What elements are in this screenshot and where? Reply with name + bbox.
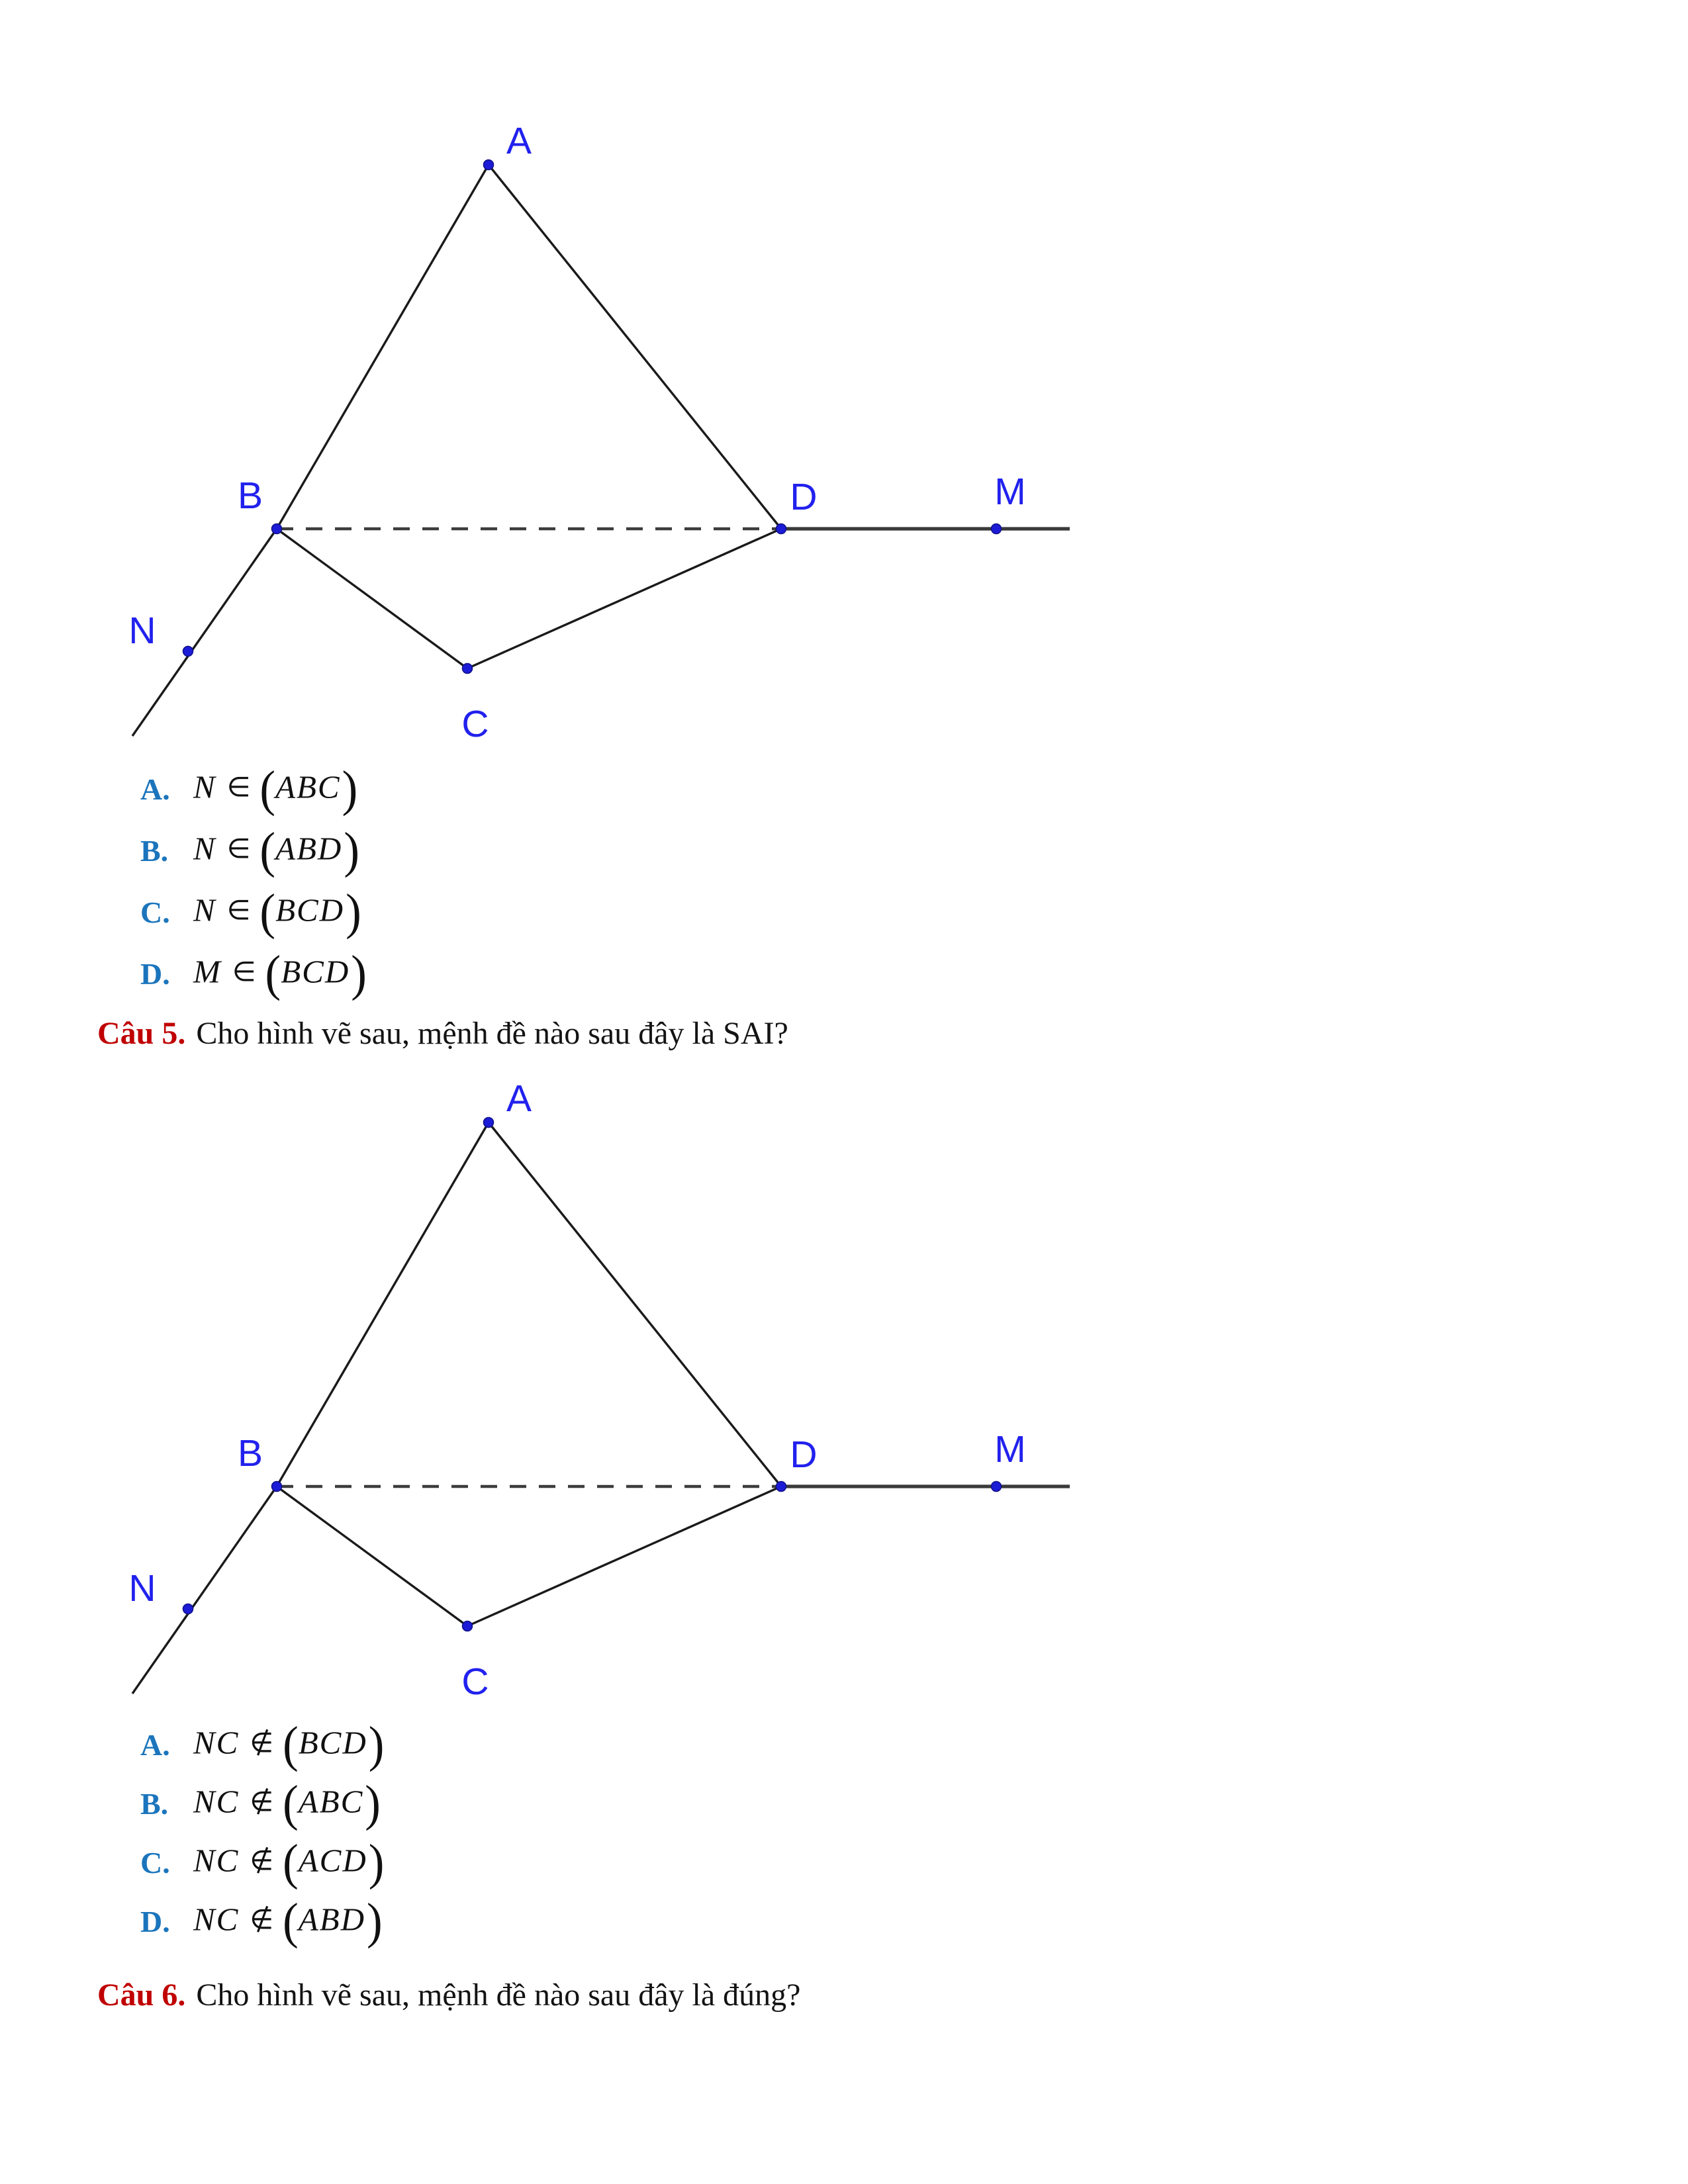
option-letter: C. (140, 895, 170, 929)
question-5-number: Câu 5. (97, 1016, 186, 1051)
option-math-statement (193, 822, 359, 879)
math-subject: M (193, 953, 222, 990)
edge-AB (277, 165, 489, 529)
math-plane: ABC (298, 1783, 364, 1820)
option-row-C (140, 882, 367, 943)
open-paren: ( (283, 1834, 299, 1891)
point-dot-N (183, 647, 193, 657)
math-subject: N (193, 891, 216, 929)
question-5-text: Cho hình vẽ sau, mệnh đề nào sau đây là SAI? (196, 1016, 788, 1051)
option-letter: B. (140, 834, 169, 868)
math-subject: NC (193, 1842, 240, 1879)
close-paren: ) (368, 1716, 385, 1773)
option-math-statement (193, 760, 358, 817)
option-letter: B. (140, 1787, 169, 1821)
element-of-symbol: ∈ (226, 833, 251, 865)
option-letter: C. (140, 1846, 170, 1880)
math-subject: N (193, 768, 216, 805)
option-row-D (140, 1892, 384, 1951)
close-paren: ) (365, 1775, 381, 1832)
close-paren: ) (368, 1834, 385, 1891)
point-dot-D (776, 1482, 786, 1492)
element-of-symbol: ∈ (226, 771, 251, 803)
math-plane: ABC (275, 768, 341, 805)
question-5 (97, 1013, 788, 1054)
answer-options-question-4 (140, 758, 367, 1005)
question-6-number: Câu 6. (97, 1978, 186, 2013)
option-letter: D. (140, 1905, 170, 1938)
open-paren: ( (265, 945, 281, 1002)
point-dot-A (484, 160, 494, 170)
point-dot-C (463, 664, 473, 674)
line-B-through-N (132, 1486, 277, 1694)
point-dot-C (463, 1621, 473, 1631)
question-6-text: Cho hình vẽ sau, mệnh đề nào sau đây là đúng? (196, 1978, 801, 2013)
point-label-D: D (790, 1433, 818, 1476)
option-row-B (140, 1774, 384, 1833)
math-subject: NC (193, 1901, 240, 1938)
open-paren: ( (259, 822, 276, 879)
point-label-N: N (128, 610, 156, 652)
edge-BC (277, 1486, 467, 1626)
element-of-symbol: ∉ (250, 1727, 274, 1759)
point-label-D: D (790, 476, 818, 518)
open-paren: ( (259, 760, 276, 817)
math-plane: ABD (298, 1901, 365, 1938)
option-row-A (140, 758, 367, 820)
point-label-B: B (237, 1432, 263, 1475)
close-paren: ) (344, 822, 359, 879)
point-dot-M (992, 524, 1002, 534)
math-plane: BCD (281, 953, 350, 990)
element-of-symbol: ∉ (250, 1786, 274, 1818)
point-dot-A (484, 1118, 494, 1128)
close-paren: ) (367, 1893, 383, 1950)
answer-options-question-5 (140, 1715, 384, 1951)
math-subject: NC (193, 1724, 240, 1761)
math-plane: ACD (298, 1842, 367, 1879)
option-math-statement (193, 884, 361, 940)
question-6 (97, 1975, 800, 2016)
element-of-symbol: ∈ (226, 894, 251, 927)
point-label-M: M (994, 471, 1026, 513)
option-row-A (140, 1715, 384, 1774)
edge-AD (489, 165, 781, 529)
math-subject: NC (193, 1783, 240, 1820)
option-row-B (140, 820, 367, 882)
option-letter: A. (140, 772, 170, 806)
edge-AB (277, 1122, 489, 1486)
point-label-N: N (128, 1567, 156, 1610)
point-dot-M (992, 1482, 1002, 1492)
point-label-C: C (461, 703, 489, 745)
geometry-figure-1 (0, 0, 1688, 794)
option-math-statement (193, 1893, 383, 1950)
close-paren: ) (346, 884, 361, 940)
option-row-D (140, 943, 367, 1005)
edge-AD (489, 1122, 781, 1486)
point-dot-D (776, 524, 786, 534)
option-math-statement (193, 1834, 385, 1891)
point-label-B: B (237, 475, 263, 517)
close-paren: ) (351, 945, 367, 1002)
point-dot-B (272, 524, 282, 534)
point-dot-N (183, 1604, 193, 1614)
option-letter: A. (140, 1728, 170, 1762)
point-dot-B (272, 1482, 282, 1492)
edge-CD (467, 529, 781, 668)
line-B-through-N (132, 529, 277, 736)
point-label-C: C (461, 1661, 489, 1703)
open-paren: ( (283, 1716, 299, 1773)
option-letter: D. (140, 957, 170, 991)
math-plane: ABD (275, 830, 343, 867)
option-row-C (140, 1833, 384, 1892)
element-of-symbol: ∈ (232, 956, 256, 988)
edge-BC (277, 529, 467, 668)
open-paren: ( (259, 884, 276, 940)
edge-CD (467, 1486, 781, 1626)
math-subject: N (193, 830, 216, 867)
element-of-symbol: ∉ (250, 1903, 274, 1936)
geometry-figure-2 (0, 958, 1688, 1752)
math-plane: BCD (298, 1724, 367, 1761)
option-math-statement (193, 1716, 385, 1773)
point-label-M: M (994, 1428, 1026, 1471)
point-label-A: A (506, 120, 532, 162)
option-math-statement (193, 945, 367, 1002)
close-paren: ) (342, 760, 358, 817)
math-plane: BCD (275, 891, 345, 929)
open-paren: ( (283, 1775, 299, 1832)
open-paren: ( (283, 1893, 299, 1950)
option-math-statement (193, 1775, 381, 1832)
point-label-A: A (506, 1077, 532, 1120)
element-of-symbol: ∉ (250, 1844, 274, 1877)
